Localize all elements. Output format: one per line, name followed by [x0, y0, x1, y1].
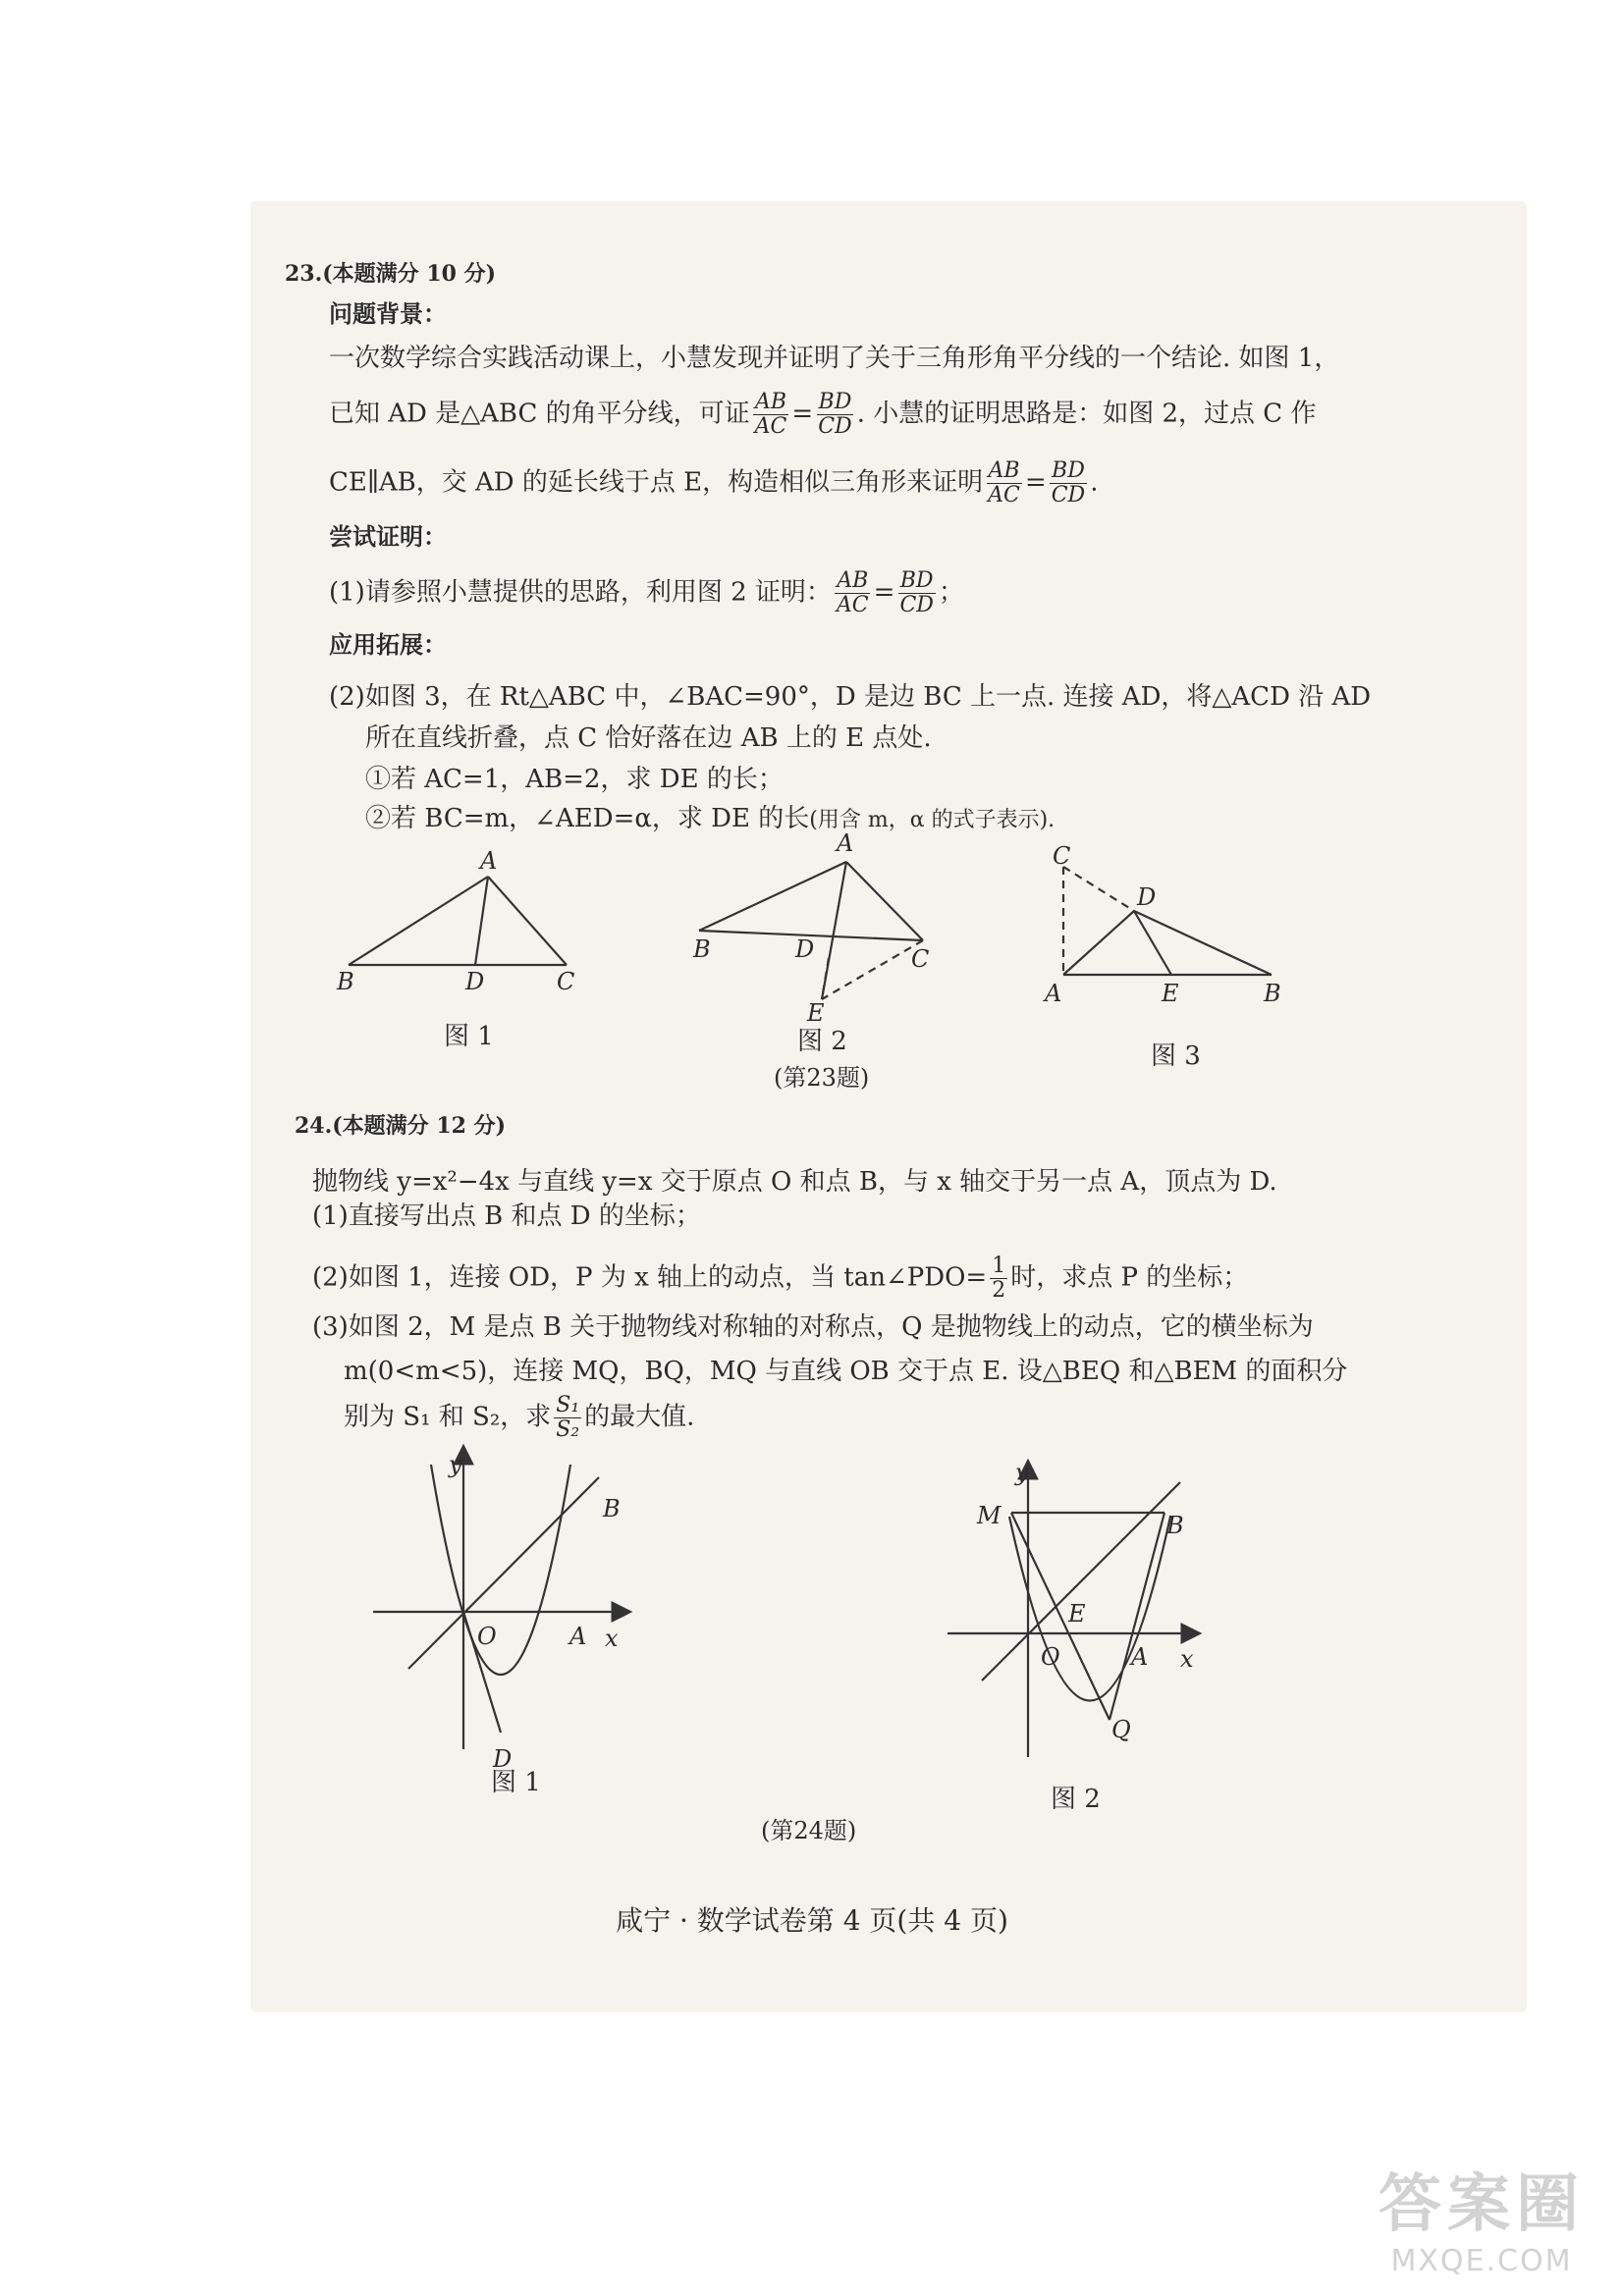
q23-line2-text-b: 小慧的证明思路是：如图 2，过点 C 作	[873, 399, 1317, 429]
fig2-label-c: C	[911, 945, 930, 973]
q24-figure-1	[373, 1448, 628, 1749]
fraction-ab-ac-2: $\frac{AB}{AC}$	[988, 458, 1020, 507]
fraction-ab-ac-3: $\frac{AB}{AC}$	[836, 568, 869, 617]
q23-part1-text: (1)请参照小慧提供的思路，利用图 2 证明：	[329, 577, 832, 608]
fig3-label-a: A	[1045, 980, 1062, 1007]
q23-line2: 已知 AD 是△ABC 的角平分线，可证 $\frac{AB}{AC}$ = $\frac{BD}{CD}$ . 小慧的证明思路是：如图 2，过点 C 作	[329, 390, 1317, 439]
q24-line1: 抛物线 y=x²−4x 与直线 y=x 交于原点 O 和点 B，与 x 轴交于另一点 A，顶点为 D.	[312, 1167, 1277, 1197]
watermark-logo	[1379, 2154, 1585, 2278]
q24-header: 24.(本题满分 12 分)	[295, 1113, 507, 1139]
q23-line1: 一次数学综合实践活动课上，小慧发现并证明了关于三角形角平分线的一个结论. 如图 1，	[329, 344, 1340, 373]
q23-apply-title: 应用拓展：	[329, 630, 447, 659]
q23-part2-line2: 所在直线折叠，点 C 恰好落在边 AB 上的 E 点处.	[365, 723, 932, 753]
watermark-small: MXQE.COM	[1390, 2244, 1573, 2278]
q23-caption: (第23题)	[774, 1064, 870, 1092]
q24-fig1-label-y: y	[449, 1451, 462, 1478]
q24-part2-text-b: 时，求点 P 的坐标；	[1010, 1262, 1249, 1293]
q23-part2-i: ①若 AC=1，AB=2，求 DE 的长；	[365, 765, 784, 794]
q23-header: 23.(本题满分 10 分)	[285, 261, 497, 287]
q23-part1: (1)请参照小慧提供的思路，利用图 2 证明： $\frac{AB}{AC}$ = $\frac{BD}{CD}$ ；	[329, 568, 964, 617]
fig3-label-c: C	[1053, 842, 1071, 870]
q24-part3-line2: m(0<m<5)，连接 MQ，BQ，MQ 与直线 OB 交于点 E. 设△BEQ 和△BEM 的面积分	[344, 1357, 1348, 1386]
q24-fig2-caption: 图 2	[1051, 1785, 1101, 1814]
fig3-label-d: D	[1137, 883, 1157, 911]
q23-line2-text-a: 已知 AD 是△ABC 的角平分线，可证	[329, 399, 750, 429]
fig2-label-d: D	[795, 935, 815, 963]
q23-part2-ii-text: ②若 BC=m，∠AED=α，求 DE 的长	[365, 804, 810, 833]
q24-fig2-label-x: x	[1180, 1645, 1194, 1673]
q24-fig2-label-a: A	[1131, 1643, 1149, 1671]
fig2-label-a: A	[837, 829, 854, 857]
fraction-s1-s2: $\frac{\text{S₁}}{\text{S₂}}$	[556, 1393, 580, 1442]
q24-fig2-label-m: M	[977, 1502, 1001, 1529]
fig3-label-e: E	[1162, 980, 1179, 1007]
q24-caption: (第24题)	[761, 1817, 857, 1844]
fraction-ab-ac: $\frac{AB}{AC}$	[754, 390, 787, 439]
q23-part2-line1: (2)如图 3，在 Rt△ABC 中，∠BAC=90°，D 是边 BC 上一点. 连接 AD，将△ACD 沿 AD	[329, 682, 1372, 712]
q23-line3-text: CE∥AB，交 AD 的延长线于点 E，构造相似三角形来证明	[329, 467, 984, 498]
q24-part1: (1)直接写出点 B 和点 D 的坐标；	[312, 1201, 701, 1231]
fraction-one-half: $\frac{1}{2}$	[992, 1254, 1006, 1303]
q23-try-title: 尝试证明：	[329, 522, 447, 551]
q23-fig2-caption: 图 2	[797, 1027, 847, 1056]
q24-fig2-label-b: B	[1166, 1512, 1184, 1539]
q23-fig3-caption: 图 3	[1151, 1041, 1201, 1071]
q24-fig1-label-x: x	[605, 1625, 619, 1652]
page-footer: 咸宁 · 数学试卷第 4 页(共 4 页)	[616, 1904, 1008, 1937]
q23-line3: CE∥AB，交 AD 的延长线于点 E，构造相似三角形来证明 $\frac{AB}{AC}$ = $\frac{BD}{CD}$ .	[329, 458, 1099, 507]
q24-fig1-caption: 图 1	[491, 1768, 541, 1797]
q23-fig1-caption: 图 1	[444, 1022, 494, 1051]
q24-fig1-label-b: B	[603, 1495, 621, 1522]
fig2-label-b: B	[693, 935, 711, 963]
fig1-label-c: C	[557, 968, 575, 995]
q24-part2-text-a: (2)如图 1，连接 OD，P 为 x 轴上的动点，当 tan∠PDO=	[312, 1262, 988, 1293]
fraction-bd-cd-3: $\frac{BD}{CD}$	[899, 568, 934, 617]
watermark-big: 答案圈	[1379, 2168, 1585, 2241]
fig1-label-d: D	[465, 968, 485, 995]
q24-fig2-label-o: O	[1041, 1643, 1060, 1671]
fig1-label-b: B	[337, 968, 354, 995]
fraction-bd-cd: $\frac{BD}{CD}$	[818, 390, 852, 439]
q23-part2-ii-note: (用含 m，α 的式子表示).	[809, 808, 1056, 832]
q24-part3-line1: (3)如图 2，M 是点 B 关于抛物线对称轴的对称点，Q 是抛物线上的动点，它的横坐标为	[312, 1312, 1314, 1342]
fig2-label-e: E	[807, 999, 825, 1027]
q24-fig2-label-q: Q	[1111, 1716, 1131, 1743]
q24-fig1-label-o: O	[477, 1623, 497, 1650]
fraction-bd-cd-2: $\frac{BD}{CD}$	[1051, 458, 1086, 507]
q24-fig1-label-a: A	[569, 1623, 587, 1650]
q24-part3-text-a: 别为 S₁ 和 S₂，求	[344, 1402, 552, 1432]
q24-fig2-label-e: E	[1068, 1600, 1086, 1628]
q24-part3-text-b: 的最大值.	[584, 1402, 695, 1432]
q24-fig1-label-d: D	[493, 1745, 513, 1773]
q23-background-title: 问题背景：	[329, 299, 447, 328]
q24-fig2-label-y: y	[1015, 1459, 1029, 1486]
fig3-label-b: B	[1264, 980, 1281, 1007]
fig1-label-a: A	[480, 847, 498, 875]
